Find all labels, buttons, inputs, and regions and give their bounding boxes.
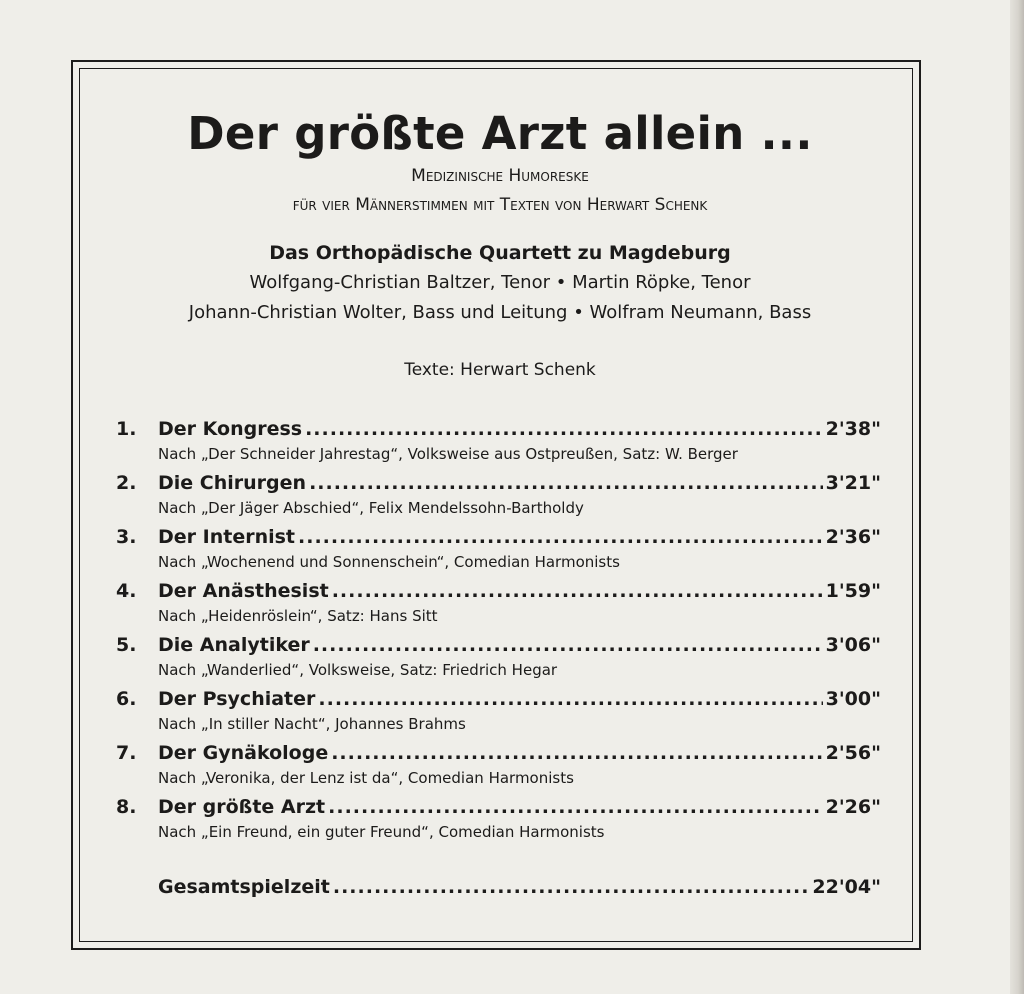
track-duration: 2'56" bbox=[825, 742, 881, 764]
track-number: 6. bbox=[116, 688, 137, 710]
texts-credit: Texte: Herwart Schenk bbox=[404, 360, 596, 380]
dot-leader bbox=[331, 742, 822, 764]
track-duration: 2'26" bbox=[825, 796, 881, 818]
track-row bbox=[116, 742, 881, 766]
members-line-1: Wolfgang-Christian Baltzer, Tenor • Martin Röpke, Tenor bbox=[249, 272, 751, 293]
track-title: Der größte Arzt bbox=[158, 796, 326, 818]
track-note: Nach „In stiller Nacht“, Johannes Brahms bbox=[158, 715, 466, 733]
track-title: Der Psychiater bbox=[158, 688, 316, 710]
track-number: 2. bbox=[116, 472, 137, 494]
track-title: Der Internist bbox=[158, 526, 296, 548]
track-duration: 3'21" bbox=[825, 472, 881, 494]
track-title: Die Analytiker bbox=[158, 634, 310, 656]
dot-leader bbox=[313, 634, 823, 656]
track-note: Nach „Ein Freund, ein guter Freund“, Comedian Harmonists bbox=[158, 823, 605, 841]
track-title: Der Anästhesist bbox=[158, 580, 329, 602]
dot-leader bbox=[318, 688, 822, 710]
album-title: Der größte Arzt allein ... bbox=[187, 107, 813, 160]
dot-leader bbox=[332, 580, 823, 602]
track-row bbox=[116, 796, 881, 820]
track-duration: 2'36" bbox=[825, 526, 881, 548]
track-row bbox=[116, 418, 881, 442]
track-note: Nach „Der Schneider Jahrestag“, Volksweise aus Ostpreußen, Satz: W. Berger bbox=[158, 445, 738, 463]
total-duration: 22'04" bbox=[812, 876, 881, 898]
track-title: Die Chirurgen bbox=[158, 472, 307, 494]
track-number: 8. bbox=[116, 796, 137, 818]
track-duration: 2'38" bbox=[825, 418, 881, 440]
track-duration: 3'06" bbox=[825, 634, 881, 656]
track-row bbox=[116, 526, 881, 550]
dot-leader bbox=[333, 876, 810, 898]
track-row bbox=[116, 472, 881, 496]
track-number: 1. bbox=[116, 418, 137, 440]
subtitle-line-1: Medizinische Humoreske bbox=[411, 166, 589, 186]
total-runtime-row bbox=[158, 876, 881, 900]
members-line-2: Johann-Christian Wolter, Bass und Leitung • Wolfram Neumann, Bass bbox=[188, 302, 812, 323]
dot-leader bbox=[298, 526, 823, 548]
track-row bbox=[116, 580, 881, 604]
total-label: Gesamtspielzeit bbox=[158, 876, 330, 898]
track-duration: 3'00" bbox=[825, 688, 881, 710]
ensemble-name: Das Orthopädische Quartett zu Magdeburg bbox=[269, 242, 731, 264]
dot-leader bbox=[305, 418, 823, 440]
track-number: 4. bbox=[116, 580, 137, 602]
track-note: Nach „Der Jäger Abschied“, Felix Mendelssohn-Bartholdy bbox=[158, 499, 584, 517]
track-note: Nach „Wanderlied“, Volksweise, Satz: Friedrich Hegar bbox=[158, 661, 558, 679]
track-number: 5. bbox=[116, 634, 137, 656]
dot-leader bbox=[309, 472, 823, 494]
track-number: 3. bbox=[116, 526, 137, 548]
track-duration: 1'59" bbox=[825, 580, 881, 602]
track-note: Nach „Wochenend und Sonnenschein“, Comedian Harmonists bbox=[158, 553, 620, 571]
track-row bbox=[116, 634, 881, 658]
track-title: Der Kongress bbox=[158, 418, 303, 440]
track-note: Nach „Veronika, der Lenz ist da“, Comedian Harmonists bbox=[158, 769, 574, 787]
track-row bbox=[116, 688, 881, 712]
track-title: Der Gynäkologe bbox=[158, 742, 329, 764]
dot-leader bbox=[328, 796, 822, 818]
track-number: 7. bbox=[116, 742, 137, 764]
track-note: Nach „Heidenröslein“, Satz: Hans Sitt bbox=[158, 607, 438, 625]
subtitle-line-2: für vier Männerstimmen mit Texten von Herwart Schenk bbox=[292, 195, 708, 215]
page-edge bbox=[1010, 0, 1024, 994]
